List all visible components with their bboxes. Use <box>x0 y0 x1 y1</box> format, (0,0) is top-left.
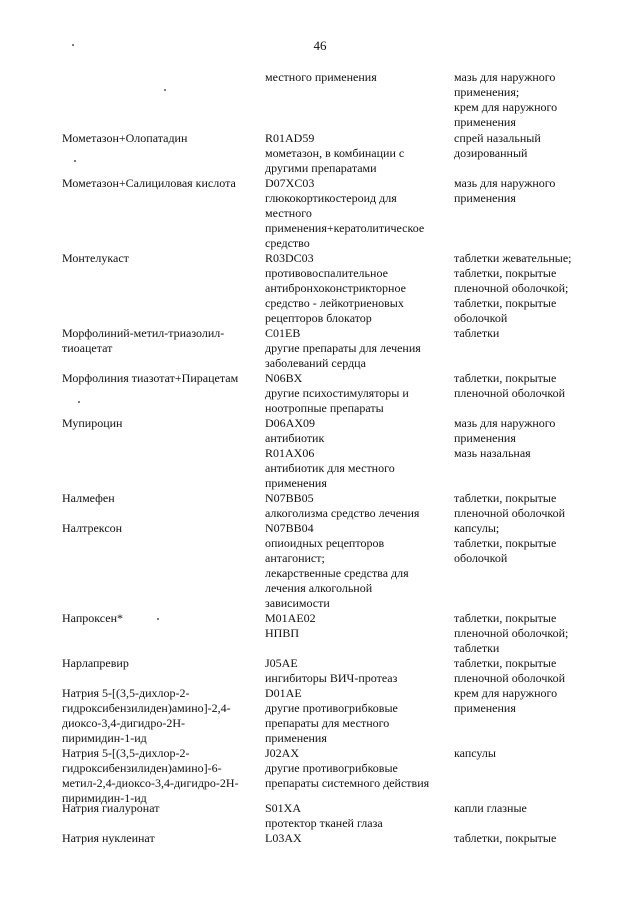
code-line: ингибиторы ВИЧ-протеаз <box>265 671 398 685</box>
drug-name-line: гидроксибензилиден)амино]-6- <box>62 761 222 775</box>
code-line: другие психостимуляторы и <box>265 386 409 400</box>
form-line: пленочной оболочкой; <box>454 626 569 640</box>
code-line: опиоидных рецепторов <box>265 536 385 550</box>
scan-speck <box>164 89 166 91</box>
code-line: другие противогрибковые <box>265 701 398 715</box>
code-line: D07XC03 <box>265 176 315 190</box>
code-line: местного <box>265 206 312 220</box>
form-line: таблетки, покрытые <box>454 611 557 625</box>
scan-speck <box>72 44 74 46</box>
code-line: L03AX <box>265 831 302 845</box>
form-line: пленочной оболочкой <box>454 671 566 685</box>
form-line: таблетки, покрытые <box>454 371 557 385</box>
form-line: таблетки, покрытые <box>454 656 557 670</box>
drug-name-line: гидроксибензилиден)амино]-2,4- <box>62 701 231 715</box>
code-line: препараты системного действия <box>265 776 430 790</box>
drug-name-line: тиоацетат <box>62 341 113 355</box>
form-line: применения <box>454 431 516 445</box>
drug-name-line: Натрия 5-[(3,5-дихлор-2- <box>62 686 190 700</box>
code-line: C01EB <box>265 326 301 340</box>
scan-speck <box>74 160 76 162</box>
drug-name-line: Натрия гиалуронат <box>62 801 160 815</box>
code-line: N07BB04 <box>265 521 314 535</box>
code-line: D01AE <box>265 686 302 700</box>
form-line: крем для наружного <box>454 100 558 114</box>
form-line: дозированный <box>454 146 528 160</box>
form-line: оболочкой <box>454 551 508 565</box>
form-line: капли глазные <box>454 801 527 815</box>
code-line: алкоголизма средство лечения <box>265 506 420 520</box>
code-line: антибиотик для местного <box>265 461 395 475</box>
drug-name-line: Морфолиний-метил-триазолил- <box>62 326 225 340</box>
code-line: НПВП <box>265 626 300 640</box>
form-line: таблетки, покрытые <box>454 536 557 550</box>
form-line: мазь для наружного <box>454 176 556 190</box>
drug-name-line: Морфолиния тиазотат+Пирацетам <box>62 371 239 385</box>
form-line: спрей назальный <box>454 131 541 145</box>
form-line: таблетки, покрытые <box>454 491 557 505</box>
form-line: пленочной оболочкой <box>454 506 566 520</box>
code-line: N07BB05 <box>265 491 314 505</box>
code-line: J05AE <box>265 656 298 670</box>
code-line: S01XA <box>265 801 302 815</box>
code-line: D06AX09 <box>265 416 315 430</box>
code-line: антибиотик <box>265 431 325 445</box>
code-line: мометазон, в комбинации с <box>265 146 405 160</box>
code-line: другими препаратами <box>265 161 377 175</box>
form-line: мазь назальная <box>454 446 531 460</box>
code-line: ноотропные препараты <box>265 401 384 415</box>
code-line: антагонист; <box>265 551 325 565</box>
scan-speck <box>157 618 159 620</box>
form-line: крем для наружного <box>454 686 558 700</box>
drug-name-line: Нарлапревир <box>62 656 129 670</box>
form-line: пленочной оболочкой; <box>454 281 569 295</box>
scan-speck <box>78 401 80 403</box>
code-line: применения <box>265 476 327 490</box>
drug-name-line: метил-2,4-диоксо-3,4-дигидро-2Н- <box>62 776 239 790</box>
code-line: R01AX06 <box>265 446 315 460</box>
form-line: таблетки, покрытые <box>454 266 557 280</box>
code-line: противовоспалительное <box>265 266 388 280</box>
form-line: мазь для наружного <box>454 416 556 430</box>
form-line: применения; <box>454 85 520 99</box>
drug-name-line: пиримидин-1-ид <box>62 791 147 805</box>
code-line: применения <box>265 731 327 745</box>
drug-name-line: диоксо-3,4-дигидро-2Н- <box>62 716 186 730</box>
code-line: лечения алкогольной <box>265 581 373 595</box>
code-line: средство <box>265 236 310 250</box>
form-line: таблетки, покрытые <box>454 296 557 310</box>
drug-name-line: Мометазон+Салициловая кислота <box>62 176 236 190</box>
code-line: другие противогрибковые <box>265 761 398 775</box>
code-line: антибронхоконстрикторное <box>265 281 406 295</box>
form-line: капсулы; <box>454 521 500 535</box>
form-line: пленочной оболочкой <box>454 386 566 400</box>
drug-name-line: Мупироцин <box>62 416 123 430</box>
code-line: рецепторов блокатор <box>265 311 372 325</box>
drug-name-line: Натрия нуклеинат <box>62 831 155 845</box>
form-line: применения <box>454 115 516 129</box>
form-line: применения <box>454 191 516 205</box>
form-line: оболочкой <box>454 311 508 325</box>
form-line: мазь для наружного <box>454 70 556 84</box>
drug-name-line: Налмефен <box>62 491 115 505</box>
form-line: таблетки жевательные; <box>454 251 572 265</box>
code-line: заболеваний сердца <box>265 356 366 370</box>
code-line: зависимости <box>265 596 330 610</box>
code-line: применения+кератолитическое <box>265 221 425 235</box>
code-line: другие препараты для лечения <box>265 341 421 355</box>
form-line: капсулы <box>454 746 496 760</box>
drug-name-line: Мометазон+Олопатадин <box>62 131 188 145</box>
code-line: R01AD59 <box>265 131 315 145</box>
code-line: протектор тканей глаза <box>265 816 383 830</box>
page-number: 46 <box>313 38 327 53</box>
code-line: средство - лейкотриеновых <box>265 296 404 310</box>
drug-name-line: Монтелукаст <box>62 251 129 265</box>
code-line: препараты для местного <box>265 716 390 730</box>
code-line: глюкокортикостероид для <box>265 191 397 205</box>
code-line: J02AX <box>265 746 300 760</box>
code-line: N06BX <box>265 371 303 385</box>
code-line: лекарственные средства для <box>265 566 409 580</box>
form-line: таблетки <box>454 641 500 655</box>
code-line: местного применения <box>265 70 377 84</box>
drug-name-line: Напроксен* <box>62 611 124 625</box>
code-line: M01AE02 <box>265 611 316 625</box>
form-line: таблетки, покрытые <box>454 831 557 845</box>
form-line: таблетки <box>454 326 500 340</box>
form-line: применения <box>454 701 516 715</box>
drug-name-line: Натрия 5-[(3,5-дихлор-2- <box>62 746 190 760</box>
drug-name-line: пиримидин-1-ид <box>62 731 147 745</box>
code-line: R03DC03 <box>265 251 314 265</box>
drug-name-line: Налтрексон <box>62 521 123 535</box>
